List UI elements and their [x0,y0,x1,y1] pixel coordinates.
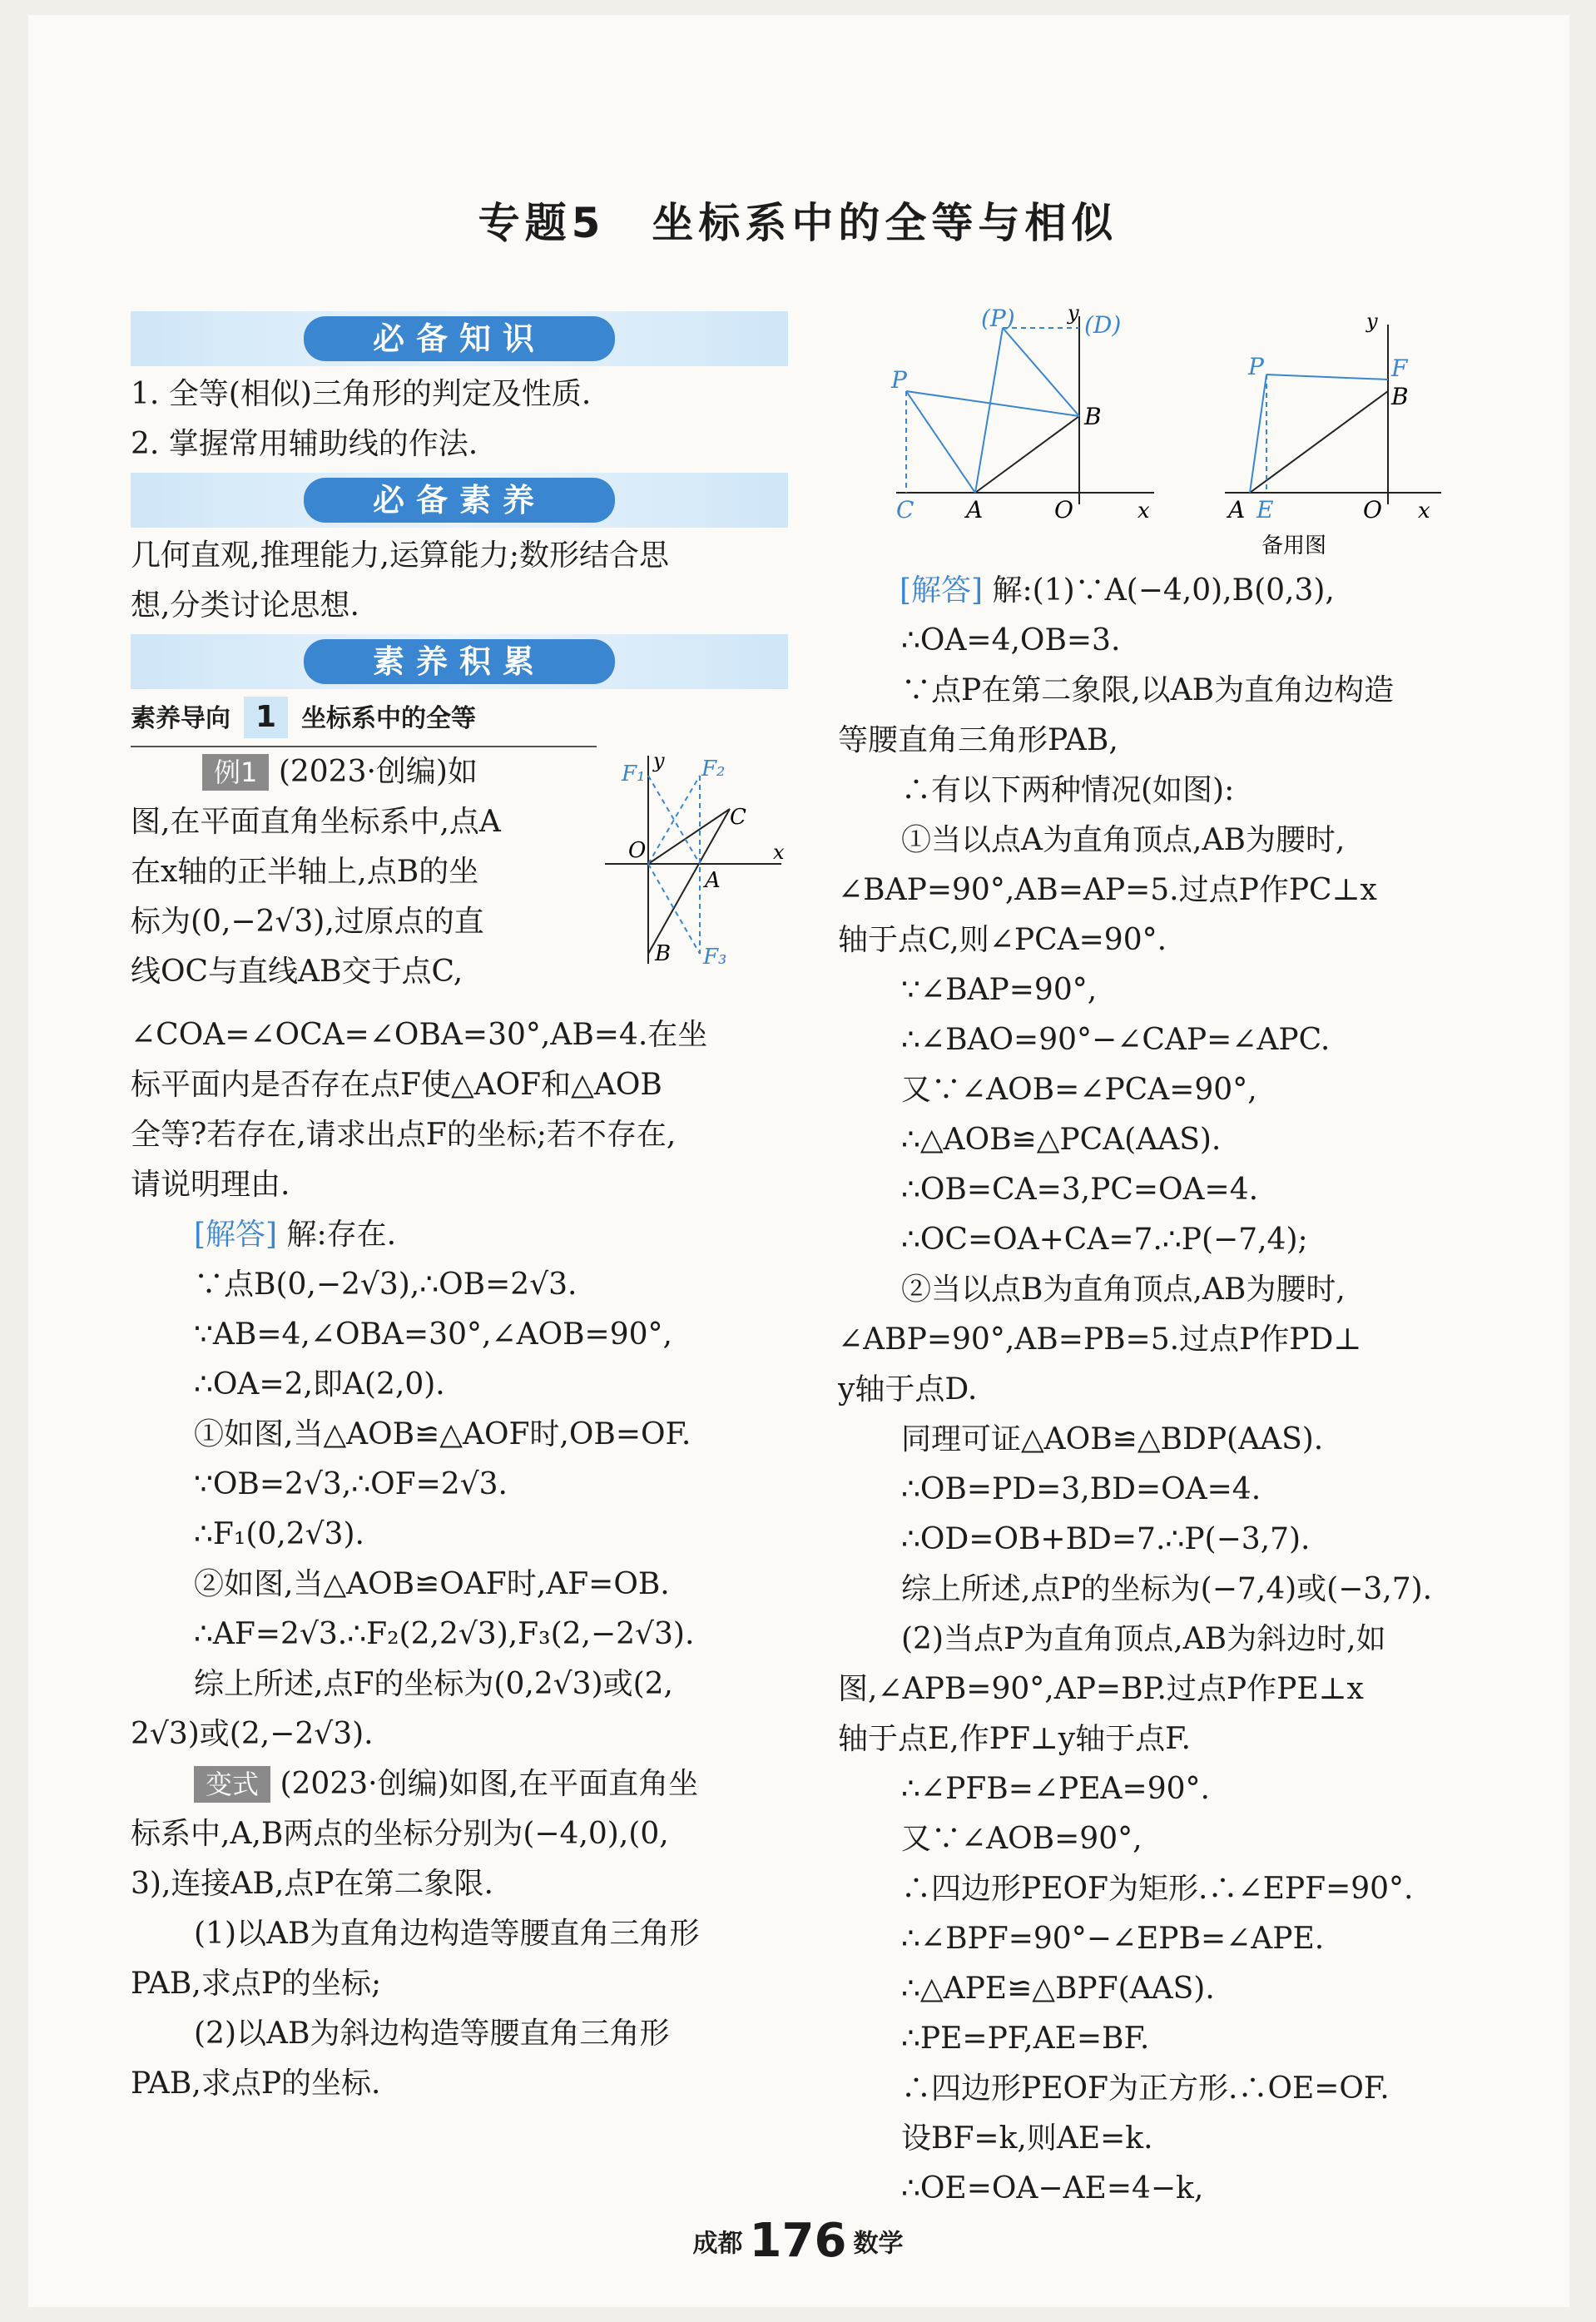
solution1-line: [解答] 解:存在. [194,1218,397,1252]
guide-heading [131,692,597,747]
solution2-line: ∴OE=OA−AE=4−k, [901,2171,1204,2205]
segment-AP [906,391,975,493]
segment-PB [906,391,1079,416]
solution2-line: ①当以点A为直角顶点,AB为腰时, [901,823,1346,857]
fig-label: P [891,366,907,394]
section-bar-accumulate [131,634,788,689]
fig-label: F₁ [622,762,646,786]
solution1-line: ∵点B(0,−2√3),∴OB=2√3. [194,1268,577,1302]
solution2-line: ∴OD=OB+BD=7.∴P(−3,7). [901,1522,1311,1556]
fig-label: y [1366,310,1378,333]
footer-subject: 数学 [853,2229,904,2259]
variant-line: 变式 (2023·创编)如图,在平面直角坐 [131,1759,788,1809]
fig-label: O [628,838,647,863]
solution2-line: ②当以点B为直角顶点,AB为腰时, [901,1273,1346,1307]
solution2-line: 又∵∠AOB=90°, [901,1822,1142,1856]
solution2-line: ∴∠PFB=∠PEA=90°. [901,1772,1210,1806]
variant-line: (1)以AB为直角边构造等腰直角三角形 [194,1917,700,1951]
page-title: 专题5 坐标系中的全等与相似 [478,199,1118,247]
footer-city: 成都 [692,2229,743,2259]
solution2-line: ∠BAP=90°,AB=AP=5.过点P作PC⊥x [838,873,1377,907]
answer-label: [解答] [900,573,984,608]
fig-label: P [1248,353,1264,380]
page-footer [0,2214,1596,2268]
knowledge-item: 1. 全等(相似)三角形的判定及性质. [131,377,592,411]
competence-line: 想,分类讨论思想. [131,588,359,623]
solution2-line: 轴于点C,则∠PCA=90°. [838,923,1167,957]
example1-line: 图,在平面直角坐标系中,点A [131,805,501,839]
variant-tag: 变式 [194,1766,270,1803]
solution2-line: 图,∠APB=90°,AP=BP.过点P作PE⊥x [838,1672,1364,1706]
segment-AB [975,416,1079,493]
solution2-line: ∴有以下两种情况(如图): [901,773,1235,807]
solution2-line: 又∵∠AOB=∠PCA=90°, [901,1073,1257,1107]
example1-line: 在x轴的正半轴上,点B的坐 [131,855,479,889]
solution1-line: ∴F₁(0,2√3). [194,1517,364,1551]
example1-block [131,747,788,1010]
example1-line: 例1 (2023·创编)如 [131,747,788,797]
fig-label: O [1363,496,1382,523]
solution1-line: 综上所述,点F的坐标为(0,2√3)或(2, [194,1667,674,1701]
solution2-line: (2)当点P为直角顶点,AB为斜边时,如 [901,1622,1386,1656]
page-number: 176 [749,2214,847,2268]
fig-label: (P) [981,308,1015,332]
example1-line: 请说明理由. [131,1168,290,1202]
guide-label: 素养导向 [131,704,230,733]
solution2-line: ∴△APE≌△BPF(AAS). [901,1972,1215,2006]
variant-line: (2)以AB为斜边构造等腰直角三角形 [194,2017,670,2051]
solution2-line: ∴四边形PEOF为正方形.∴OE=OF. [901,2071,1390,2106]
segment-AB [1250,391,1388,493]
example1-line: 标平面内是否存在点F使△AOF和△AOB [131,1068,662,1102]
example1-line: 全等?若存在,请求出点F的坐标;若不存在, [131,1118,677,1152]
solution2-line: ∴PE=PF,AE=BF. [901,2022,1150,2056]
solution2-line: y轴于点D. [838,1372,978,1407]
fig-label: x [1418,499,1430,523]
solution2-line: ∴OB=CA=3,PC=OA=4. [901,1173,1259,1207]
right-column [838,308,1504,2214]
fig-label: y [1068,308,1079,325]
fig-label: A [1228,496,1246,523]
fig-label: B [1391,383,1409,410]
solution2-line: ∴OA=4,OB=3. [901,623,1121,657]
fig-label: x [773,841,785,864]
solution1-line: 2√3)或(2,−2√3). [131,1717,374,1751]
solution2-line: ∴∠BAO=90°−∠CAP=∠APC. [901,1023,1331,1057]
fig-label: O [1054,496,1073,523]
fig-label: F₃ [703,945,727,970]
fig-label: B [1084,403,1102,430]
solution1-line: ∵AB=4,∠OBA=30°,∠AOB=90°, [194,1317,672,1352]
solution2-line: [解答] 解:(1)∵A(−4,0),B(0,3), [900,573,1335,608]
solution2-line: 等腰直角三角形PAB, [838,723,1118,757]
solution1-line: ②如图,当△AOB≌OAF时,AF=OB. [194,1567,670,1601]
variant-line: 3),连接AB,点P在第二象限. [131,1867,493,1901]
example1-line: 标为(0,−2√3),过原点的直 [131,905,484,939]
section-label: 素养积累 [304,639,615,684]
fig-label: B [655,941,672,966]
solution2-line: ∴四边形PEOF为矩形.∴∠EPF=90°. [901,1872,1414,1906]
variant-line: PAB,求点P的坐标; [131,1967,382,2001]
left-column [131,308,788,2109]
solution2-line: ∴△AOB≌△PCA(AAS). [901,1123,1222,1157]
example1-line: 线OC与直线AB交于点C, [131,955,463,989]
solution2-line: ∴∠BPF=90°−∠EPB=∠APE. [901,1922,1325,1956]
fig-label: A [705,868,721,893]
solution1-line: ∴AF=2√3.∴F₂(2,2√3),F₃(2,−2√3). [194,1617,695,1651]
fig-label: x [1138,499,1150,523]
figure-example1 [588,747,788,972]
section-bar-competence [131,473,788,528]
example-tag: 例1 [202,754,269,791]
fig-label: F [1391,355,1408,382]
solution2-line: 设BF=k,则AE=k. [901,2121,1153,2156]
solution1-line: ∵OB=2√3,∴OF=2√3. [194,1467,508,1501]
fig-label: C [730,805,746,830]
figures-row [838,308,1504,566]
fig-label: C [896,496,914,523]
guide-text: 坐标系中的全等 [301,704,477,733]
section-label: 必备知识 [304,316,615,361]
segment-AP [1250,375,1266,493]
variant-line: 标系中,A,B两点的坐标分别为(−4,0),(0, [131,1817,669,1851]
line-OC [648,809,730,864]
solution2-line: ∴OB=PD=3,BD=OA=4. [901,1472,1261,1506]
example1-line: ∠COA=∠OCA=∠OBA=30°,AB=4.在坐 [131,1018,708,1052]
fig-label: A [966,496,984,523]
figure-spare [1217,308,1450,566]
segment-PF [1266,375,1388,380]
solution2-line: ∵点P在第二象限,以AB为直角边构造 [901,673,1395,707]
solution2-line: 同理可证△AOB≌△BDP(AAS). [901,1422,1324,1456]
solution2-line: ∠ABP=90°,AB=PB=5.过点P作PD⊥ [838,1322,1362,1357]
fig-label: E [1256,496,1274,523]
answer-label: [解答] [194,1218,278,1252]
figure-caption: 备用图 [1261,533,1327,558]
fig-label: (D) [1084,311,1122,339]
fig-label: y [653,749,665,772]
variant-line: PAB,求点P的坐标. [131,2066,381,2101]
fig-label: F₂ [701,757,726,781]
solution2-line: ∵∠BAP=90°, [901,973,1098,1007]
knowledge-item: 2. 掌握常用辅助线的作法. [131,427,478,461]
section-label: 必备素养 [304,478,615,523]
competence-line: 几何直观,推理能力,运算能力;数形结合思 [131,538,670,573]
solution1-line: ∴OA=2,即A(2,0). [194,1367,445,1402]
solution2-line: ∴OC=OA+CA=7.∴P(−7,4); [901,1223,1308,1257]
figure-variant [888,308,1171,524]
segment-AP2 [975,328,1003,493]
guide-number: 1 [244,697,288,738]
solution1-line: ①如图,当△AOB≌△AOF时,OB=OF. [194,1417,691,1451]
solution2-line: 轴于点E,作PF⊥y轴于点F. [838,1722,1191,1756]
section-bar-knowledge [131,311,788,366]
solution2-line: 综上所述,点P的坐标为(−7,4)或(−3,7). [901,1572,1433,1606]
segment-P2B [1003,328,1079,416]
